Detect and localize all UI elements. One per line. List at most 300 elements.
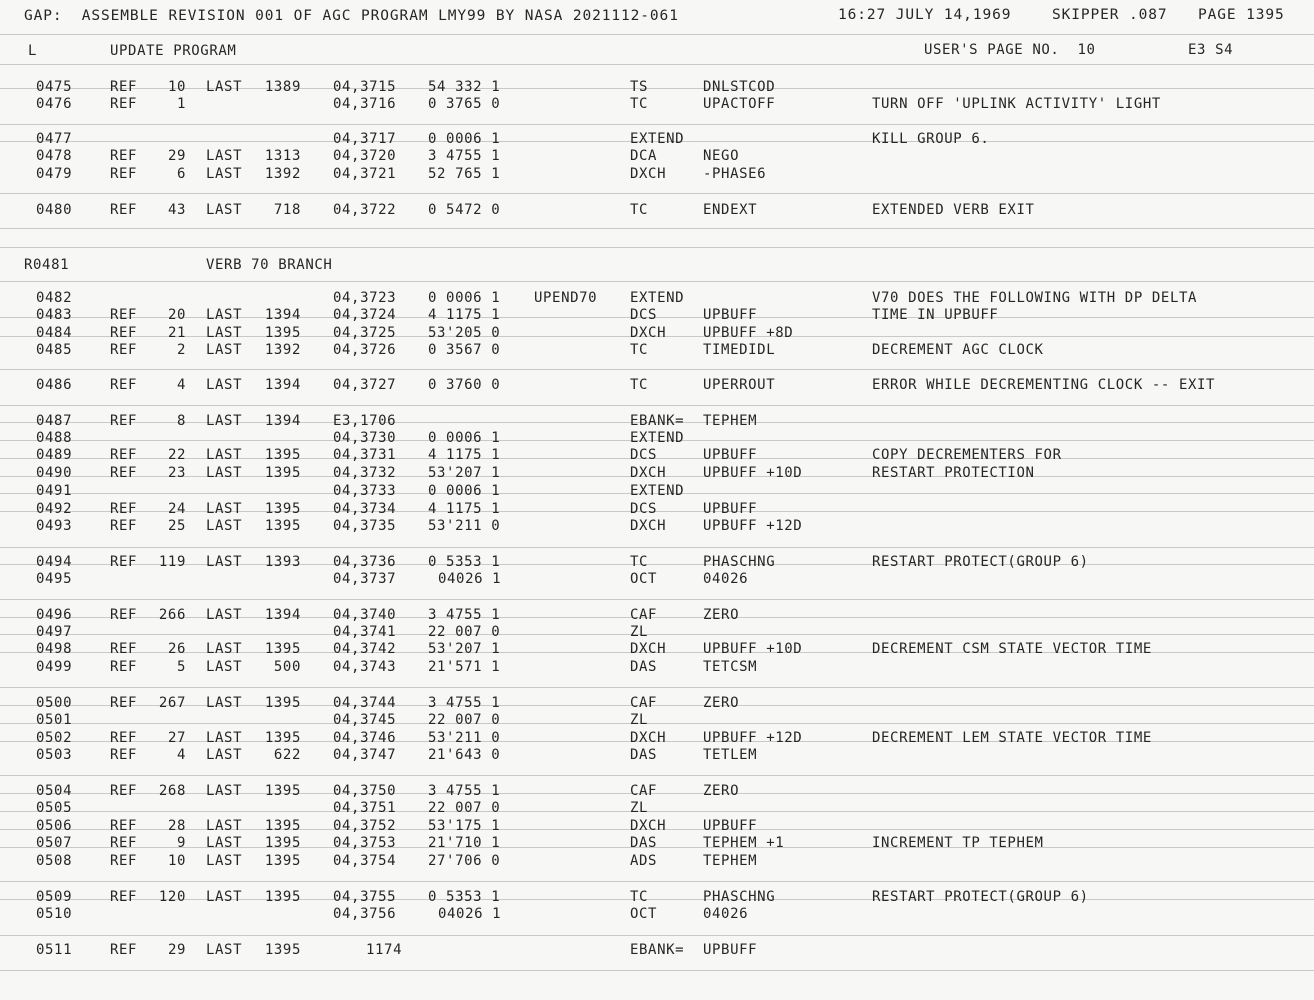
skipper-label: SKIPPER .087 [1052, 7, 1168, 23]
ref-label: REF [110, 783, 138, 799]
ref-label: REF [110, 148, 138, 164]
bank-address: 04,3732 [333, 465, 397, 481]
last-label: LAST [206, 307, 243, 323]
line-number: 0488 [36, 430, 73, 446]
opcode: OCT [630, 906, 658, 922]
opcode: EXTEND [630, 290, 685, 306]
bank-address: 04,3735 [333, 518, 397, 534]
line-number: 0495 [36, 571, 73, 587]
bank-address: 04,3733 [333, 483, 397, 499]
last-label: LAST [206, 835, 243, 851]
last-label: LAST [206, 465, 243, 481]
octal-word: 3 4755 1 [428, 783, 501, 799]
last-page: 1389 [264, 79, 301, 95]
bank-address: 04,3744 [333, 695, 397, 711]
operand: UPERROUT [703, 377, 776, 393]
last-label: LAST [206, 447, 243, 463]
line-number: 0501 [36, 712, 73, 728]
line-number: 0475 [36, 79, 73, 95]
ref-label: REF [110, 889, 138, 905]
octal-word: 4 1175 1 [428, 501, 501, 517]
paper-rule [0, 124, 1314, 125]
last-page: 1395 [264, 465, 301, 481]
paper-rule [0, 34, 1314, 35]
opcode: CAF [630, 607, 658, 623]
bank-address: 04,3726 [333, 342, 397, 358]
ref-label: REF [110, 853, 138, 869]
line-comment: RESTART PROTECT(GROUP 6) [872, 889, 1089, 905]
ref-count: 6 [176, 166, 186, 182]
ref-count: 1 [176, 96, 186, 112]
operand: UPBUFF +10D [703, 641, 803, 657]
operand: UPBUFF +12D [703, 518, 803, 534]
bank-address: 04,3723 [333, 290, 397, 306]
ref-label: REF [110, 730, 138, 746]
last-page: 1395 [264, 853, 301, 869]
octal-word: 21'571 1 [428, 659, 501, 675]
last-page: 1395 [264, 942, 301, 958]
section-mark: L [28, 43, 38, 59]
ref-count: 268 [158, 783, 186, 799]
last-page: 1395 [264, 501, 301, 517]
octal-word: 22 007 0 [428, 800, 501, 816]
last-page: 1395 [264, 325, 301, 341]
octal-word: 21'710 1 [428, 835, 501, 851]
listing-title: GAP: ASSEMBLE REVISION 001 OF AGC PROGRAM LMY99 BY NASA 2021112-061 [24, 8, 679, 24]
line-number: 0491 [36, 483, 73, 499]
line-number: 0497 [36, 624, 73, 640]
opcode: DCS [630, 307, 658, 323]
ref-count: 25 [167, 518, 186, 534]
line-number: 0484 [36, 325, 73, 341]
operand: ENDEXT [703, 202, 758, 218]
octal-word: 22 007 0 [428, 712, 501, 728]
paper-rule [0, 687, 1314, 688]
bank-address: 04,3754 [333, 853, 397, 869]
opcode: ADS [630, 853, 658, 869]
opcode: EXTEND [630, 483, 685, 499]
ref-label: REF [110, 835, 138, 851]
paper-rule [0, 369, 1314, 370]
opcode: TC [630, 202, 649, 218]
ref-count: 29 [167, 148, 186, 164]
ref-label: REF [110, 518, 138, 534]
operand: DNLSTCOD [703, 79, 776, 95]
ref-label: REF [110, 307, 138, 323]
last-label: LAST [206, 148, 243, 164]
line-number: 0483 [36, 307, 73, 323]
opcode: EBANK= [630, 413, 685, 429]
bank-address: 1174 [366, 942, 403, 958]
ref-count: 8 [176, 413, 186, 429]
opcode: CAF [630, 695, 658, 711]
last-page: 1395 [264, 641, 301, 657]
operand: UPBUFF [703, 447, 758, 463]
last-page: 1395 [264, 447, 301, 463]
operand: UPBUFF [703, 501, 758, 517]
ref-count: 23 [167, 465, 186, 481]
last-label: LAST [206, 747, 243, 763]
ref-count: 28 [167, 818, 186, 834]
bank-address: 04,3752 [333, 818, 397, 834]
bank-address: 04,3721 [333, 166, 397, 182]
bank-address: 04,3725 [333, 325, 397, 341]
opcode: DXCH [630, 818, 667, 834]
line-comment: RESTART PROTECT(GROUP 6) [872, 554, 1089, 570]
last-page: 1395 [264, 518, 301, 534]
last-page: 1395 [264, 695, 301, 711]
operand: TIMEDIDL [703, 342, 776, 358]
paper-rule [0, 228, 1314, 229]
opcode: DXCH [630, 166, 667, 182]
last-page: 1395 [264, 889, 301, 905]
ref-count: 26 [167, 641, 186, 657]
last-label: LAST [206, 554, 243, 570]
ref-label: REF [110, 695, 138, 711]
opcode: EBANK= [630, 942, 685, 958]
line-comment: INCREMENT TP TEPHEM [872, 835, 1044, 851]
opcode: TC [630, 554, 649, 570]
ref-label: REF [110, 641, 138, 657]
paper-rule [0, 405, 1314, 406]
line-number: 0508 [36, 853, 73, 869]
ref-count: 119 [158, 554, 186, 570]
operand: PHASCHNG [703, 889, 776, 905]
paper-rule [0, 775, 1314, 776]
line-number: 0505 [36, 800, 73, 816]
page-number: PAGE 1395 [1198, 7, 1285, 23]
octal-word: 4 1175 1 [428, 447, 501, 463]
line-number: 0489 [36, 447, 73, 463]
last-label: LAST [206, 783, 243, 799]
opcode: ZL [630, 712, 649, 728]
last-page: 1394 [264, 377, 301, 393]
operand: UPBUFF +8D [703, 325, 794, 341]
last-label: LAST [206, 889, 243, 905]
paper-rule [0, 811, 1314, 812]
opcode: EXTEND [630, 131, 685, 147]
line-comment: RESTART PROTECTION [872, 465, 1035, 481]
last-label: LAST [206, 413, 243, 429]
line-comment: KILL GROUP 6. [872, 131, 990, 147]
last-label: LAST [206, 342, 243, 358]
last-page: 1395 [264, 730, 301, 746]
octal-word: 0 5353 1 [428, 554, 501, 570]
ref-count: 266 [158, 607, 186, 623]
opcode: ZL [630, 624, 649, 640]
line-comment: TURN OFF 'UPLINK ACTIVITY' LIGHT [872, 96, 1161, 112]
ref-count: 43 [167, 202, 186, 218]
bank-address: 04,3731 [333, 447, 397, 463]
paper-rule [0, 281, 1314, 282]
paper-rule [0, 599, 1314, 600]
operand: 04026 [703, 571, 749, 587]
bank-address: 04,3742 [333, 641, 397, 657]
operand: UPACTOFF [703, 96, 776, 112]
line-number: 0476 [36, 96, 73, 112]
line-number: 0502 [36, 730, 73, 746]
ref-count: 24 [167, 501, 186, 517]
ref-label: REF [110, 607, 138, 623]
opcode: DXCH [630, 325, 667, 341]
bank-address: 04,3722 [333, 202, 397, 218]
octal-word: 52 765 1 [428, 166, 501, 182]
octal-word: 0 0006 1 [428, 430, 501, 446]
last-page: 1393 [264, 554, 301, 570]
octal-word: 54 332 1 [428, 79, 501, 95]
line-comment: ERROR WHILE DECREMENTING CLOCK -- EXIT [872, 377, 1216, 393]
last-page: 1392 [264, 342, 301, 358]
octal-word: 22 007 0 [428, 624, 501, 640]
line-number: 0496 [36, 607, 73, 623]
last-label: LAST [206, 853, 243, 869]
operand: ZERO [703, 607, 740, 623]
last-label: LAST [206, 501, 243, 517]
paper-rule [0, 193, 1314, 194]
operand: UPBUFF +12D [703, 730, 803, 746]
instruction-label: UPEND70 [534, 290, 598, 306]
opcode: DXCH [630, 641, 667, 657]
line-number: 0493 [36, 518, 73, 534]
bank-address: 04,3716 [333, 96, 397, 112]
octal-word: 0 5472 0 [428, 202, 501, 218]
opcode: DXCH [630, 465, 667, 481]
opcode: DXCH [630, 730, 667, 746]
line-comment: DECREMENT LEM STATE VECTOR TIME [872, 730, 1152, 746]
paper-rule [0, 247, 1314, 248]
last-page: 622 [273, 747, 301, 763]
last-page: 1395 [264, 783, 301, 799]
octal-word: 0 0006 1 [428, 131, 501, 147]
opcode: TC [630, 342, 649, 358]
bank-address: 04,3753 [333, 835, 397, 851]
bank-address: 04,3756 [333, 906, 397, 922]
paper-rule [0, 88, 1314, 89]
operand: UPBUFF [703, 818, 758, 834]
location-code: E3 S4 [1188, 42, 1234, 58]
operand: NEGO [703, 148, 740, 164]
octal-word: 0 3567 0 [428, 342, 501, 358]
line-number: 0510 [36, 906, 73, 922]
ref-label: REF [110, 554, 138, 570]
line-number: 0509 [36, 889, 73, 905]
line-number: 0478 [36, 148, 73, 164]
octal-word: 53'205 0 [428, 325, 501, 341]
bank-address: 04,3727 [333, 377, 397, 393]
octal-word: 3 4755 1 [428, 607, 501, 623]
octal-word: 04026 1 [438, 906, 502, 922]
line-comment: DECREMENT AGC CLOCK [872, 342, 1044, 358]
octal-word: 0 5353 1 [428, 889, 501, 905]
octal-word: 3 4755 1 [428, 148, 501, 164]
operand: ZERO [703, 783, 740, 799]
opcode: ZL [630, 800, 649, 816]
last-label: LAST [206, 377, 243, 393]
paper-rule [0, 564, 1314, 565]
last-page: 1313 [264, 148, 301, 164]
last-label: LAST [206, 659, 243, 675]
octal-word: 53'211 0 [428, 730, 501, 746]
ref-label: REF [110, 818, 138, 834]
bank-address: 04,3751 [333, 800, 397, 816]
last-page: 1392 [264, 166, 301, 182]
ref-label: REF [110, 447, 138, 463]
line-number: 0486 [36, 377, 73, 393]
ref-count: 10 [167, 79, 186, 95]
section-remark: VERB 70 BRANCH [206, 257, 333, 273]
line-number: 0482 [36, 290, 73, 306]
line-number: 0511 [36, 942, 73, 958]
paper-rule [0, 970, 1314, 971]
operand: TETCSM [703, 659, 758, 675]
operand: PHASCHNG [703, 554, 776, 570]
last-page: 1394 [264, 413, 301, 429]
line-number: 0492 [36, 501, 73, 517]
octal-word: 04026 1 [438, 571, 502, 587]
line-number: 0504 [36, 783, 73, 799]
line-number: 0499 [36, 659, 73, 675]
ref-count: 267 [158, 695, 186, 711]
line-comment: TIME IN UPBUFF [872, 307, 999, 323]
octal-word: 27'706 0 [428, 853, 501, 869]
ref-count: 22 [167, 447, 186, 463]
last-label: LAST [206, 166, 243, 182]
line-number: 0500 [36, 695, 73, 711]
bank-address: 04,3745 [333, 712, 397, 728]
opcode: TC [630, 377, 649, 393]
ref-count: 4 [176, 377, 186, 393]
bank-address: 04,3720 [333, 148, 397, 164]
ref-label: REF [110, 202, 138, 218]
line-comment: DECREMENT CSM STATE VECTOR TIME [872, 641, 1152, 657]
octal-word: 0 0006 1 [428, 483, 501, 499]
opcode: TC [630, 96, 649, 112]
ref-count: 29 [167, 942, 186, 958]
bank-address: 04,3734 [333, 501, 397, 517]
opcode: EXTEND [630, 430, 685, 446]
octal-word: 53'175 1 [428, 818, 501, 834]
octal-word: 53'207 1 [428, 465, 501, 481]
bank-address: 04,3755 [333, 889, 397, 905]
opcode: TS [630, 79, 649, 95]
last-label: LAST [206, 607, 243, 623]
operand: -PHASE6 [703, 166, 767, 182]
opcode: OCT [630, 571, 658, 587]
line-number: 0477 [36, 131, 73, 147]
octal-word: 4 1175 1 [428, 307, 501, 323]
octal-word: 3 4755 1 [428, 695, 501, 711]
operand: TETLEM [703, 747, 758, 763]
last-page: 500 [273, 659, 301, 675]
ref-label: REF [110, 659, 138, 675]
line-comment: COPY DECREMENTERS FOR [872, 447, 1062, 463]
last-label: LAST [206, 325, 243, 341]
bank-address: 04,3743 [333, 659, 397, 675]
line-number: 0485 [36, 342, 73, 358]
paper-rule [0, 935, 1314, 936]
operand: TEPHEM [703, 413, 758, 429]
opcode: DXCH [630, 518, 667, 534]
last-label: LAST [206, 518, 243, 534]
operand: TEPHEM +1 [703, 835, 785, 851]
octal-word: 21'643 0 [428, 747, 501, 763]
paper-rule [0, 547, 1314, 548]
line-number: 0507 [36, 835, 73, 851]
bank-address: 04,3715 [333, 79, 397, 95]
last-page: 1395 [264, 835, 301, 851]
opcode: DCA [630, 148, 658, 164]
paper-rule [0, 64, 1314, 65]
paper-rule [0, 899, 1314, 900]
octal-word: 53'211 0 [428, 518, 501, 534]
operand: TEPHEM [703, 853, 758, 869]
bank-address: 04,3724 [333, 307, 397, 323]
paper-rule [0, 723, 1314, 724]
ref-label: REF [110, 96, 138, 112]
operand: ZERO [703, 695, 740, 711]
bank-address: 04,3750 [333, 783, 397, 799]
ref-count: 27 [167, 730, 186, 746]
ref-label: REF [110, 413, 138, 429]
line-number: 0498 [36, 641, 73, 657]
opcode: DAS [630, 659, 658, 675]
line-number: 0490 [36, 465, 73, 481]
opcode: DAS [630, 747, 658, 763]
ref-count: 9 [176, 835, 186, 851]
paper-rule [0, 634, 1314, 635]
opcode: DCS [630, 501, 658, 517]
last-label: LAST [206, 695, 243, 711]
ref-count: 4 [176, 747, 186, 763]
bank-address: 04,3730 [333, 430, 397, 446]
opcode: DCS [630, 447, 658, 463]
bank-address: 04,3736 [333, 554, 397, 570]
operand: UPBUFF [703, 307, 758, 323]
line-number: 0494 [36, 554, 73, 570]
opcode: DAS [630, 835, 658, 851]
last-label: LAST [206, 641, 243, 657]
last-label: LAST [206, 202, 243, 218]
ref-label: REF [110, 79, 138, 95]
last-page: 1395 [264, 818, 301, 834]
ref-label: REF [110, 377, 138, 393]
operand: 04026 [703, 906, 749, 922]
octal-word: 0 0006 1 [428, 290, 501, 306]
line-number: 0479 [36, 166, 73, 182]
bank-address: 04,3740 [333, 607, 397, 623]
octal-word: 0 3765 0 [428, 96, 501, 112]
line-comment: EXTENDED VERB EXIT [872, 202, 1035, 218]
ref-label: REF [110, 166, 138, 182]
last-page: 1394 [264, 307, 301, 323]
bank-address: 04,3747 [333, 747, 397, 763]
section-title: UPDATE PROGRAM [110, 43, 237, 59]
opcode: CAF [630, 783, 658, 799]
ref-label: REF [110, 342, 138, 358]
operand: UPBUFF [703, 942, 758, 958]
octal-word: 53'207 1 [428, 641, 501, 657]
ref-label: REF [110, 501, 138, 517]
ref-count: 120 [158, 889, 186, 905]
ref-count: 5 [176, 659, 186, 675]
ref-count: 20 [167, 307, 186, 323]
last-label: LAST [206, 730, 243, 746]
line-number: 0480 [36, 202, 73, 218]
line-number: 0487 [36, 413, 73, 429]
bank-address: 04,3737 [333, 571, 397, 587]
print-timestamp: 16:27 JULY 14,1969 [838, 7, 1012, 23]
ref-label: REF [110, 325, 138, 341]
